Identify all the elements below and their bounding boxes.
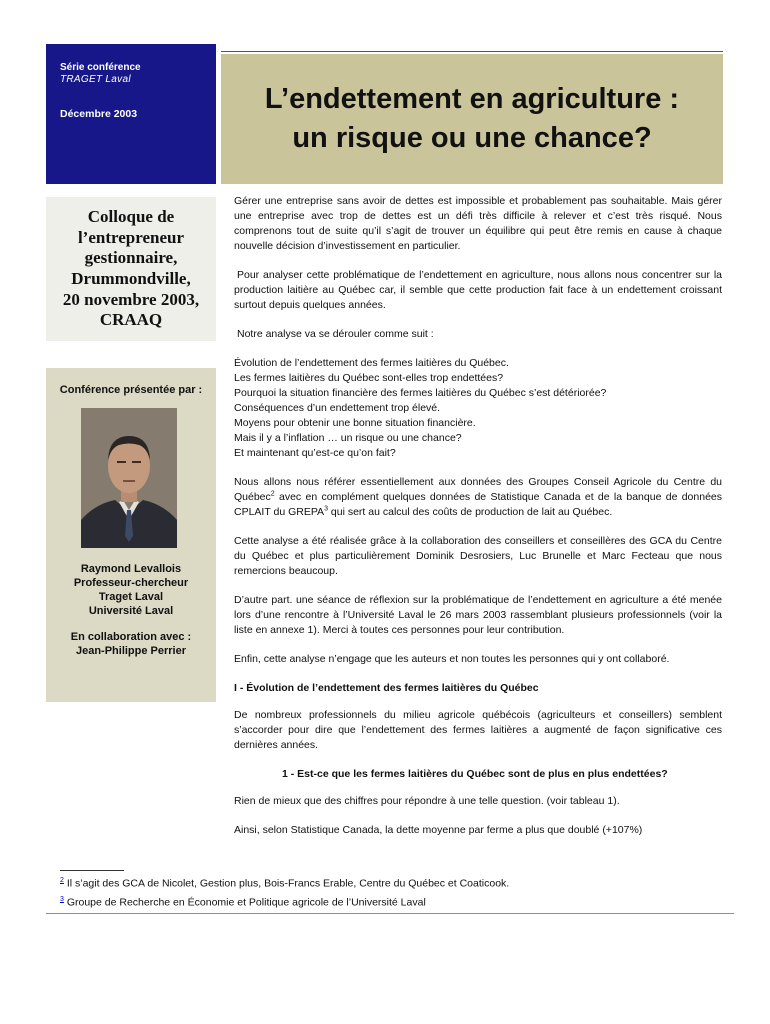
outline-item: Et maintenant qu’est-ce qu’on fait? <box>234 447 396 459</box>
portrait-image <box>81 408 177 548</box>
author-photo <box>81 408 177 548</box>
paragraph: Notre analyse va se dérouler comme suit : <box>237 328 434 340</box>
footnote-mark[interactable]: 3 <box>60 895 64 903</box>
outline-item: Conséquences d’un endettement trop élevé. <box>234 402 441 414</box>
collab-name: Jean-Philippe Perrier <box>75 645 187 658</box>
footnote-ref[interactable]: 2 <box>270 490 275 498</box>
colloque-line: CRAAQ <box>99 310 163 330</box>
header-series-box <box>46 44 216 184</box>
paragraph: D’autre part. une séance de réflexion sur la problématique de l’endettement en agriculture a été menée lors d’une rencontre à l’Université Laval le 26 mars 2003 rassemblant plusieurs professionnels (voir la liste en annexe 1). Merci à toutes ces personnes pour leur contribution. <box>234 594 722 636</box>
author-block <box>46 562 216 618</box>
footnotes <box>60 870 740 910</box>
outline-item: Pourquoi la situation financière des fermes laitières du Québec s’est détériorée? <box>234 387 607 399</box>
colloque-line: gestionnaire, <box>84 248 178 268</box>
paragraph: Ainsi, selon Statistique Canada, la dette moyenne par ferme a plus que doublé (+107%) <box>234 824 643 836</box>
title-box <box>221 54 723 184</box>
paragraph: Gérer une entreprise sans avoir de dettes est impossible et probablement pas souhaitable. Mais gérer une entreprise avec trop de dettes est un défi très difficile à relever et c’est très risqué. Nous comprenons tout de suite qu’il s’agit de trouver un équilibre qui peut être remis en cause à chaque nouvelle décision d’investissement en particulier. <box>234 195 722 252</box>
author-name: Raymond Levallois <box>80 563 182 575</box>
outline-item: Les fermes laitières du Québec sont-elles trop endettées? <box>234 372 504 384</box>
paragraph: Cette analyse a été réalisée grâce à la collaboration des conseillers et conseillères des GCA du Centre du Québec et plus particulièrement Dominik Desrosiers, Luc Brunelle et Marc Fecteau que nous remercions beaucoup. <box>234 535 722 577</box>
outline-list <box>234 356 722 461</box>
paragraph: Pour analyser cette problématique de l’endettement en agriculture, nous allons nous concentrer sur la production laitière au Québec car, il semble que cette production fait face à un endettement croissant surtout depuis quelques années. <box>234 269 722 311</box>
outline-item: Évolution de l’endettement des fermes laitières du Québec. <box>234 357 509 369</box>
date-label: Décembre 2003 <box>60 108 138 120</box>
question-heading: 1 - Est-ce que les fermes laitières du Québec sont de plus en plus endettées? <box>282 768 668 780</box>
presented-by-label: Conférence présentée par : <box>59 384 203 396</box>
colloque-line: l’entrepreneur <box>77 227 185 247</box>
paragraph: Enfin, cette analyse n’engage que les auteurs et non toutes les personnes qui y ont collaboré. <box>234 653 670 665</box>
series-label: Série conférence <box>60 62 141 73</box>
text-run: qui sert au calcul des coûts de production de lait au Québec. <box>327 506 613 518</box>
paragraph: De nombreux professionnels du milieu agricole québécois (agriculteurs et conseillers) semblent s’accorder pour dire que l’endettement des fermes laitières a augmenté de façon significative ces dernières années. <box>234 709 722 751</box>
footnote-text: Groupe de Recherche en Économie et Politique agricole de l’Université Laval <box>63 896 426 908</box>
org-label: TRAGET Laval <box>60 74 131 85</box>
footnote-rule <box>60 870 124 871</box>
paragraph <box>234 475 722 520</box>
title-line-2: un risque ou une chance? <box>292 122 652 154</box>
paragraph: Rien de mieux que des chiffres pour répondre à une telle question. (voir tableau 1). <box>234 795 620 807</box>
document-title <box>265 80 679 159</box>
colloque-line: Drummondville, <box>71 269 191 288</box>
title-rule <box>221 51 723 52</box>
colloque-line: 20 novembre 2003, <box>62 289 200 309</box>
author-unit: Traget Laval <box>98 591 164 604</box>
colloque-text <box>63 207 199 331</box>
outline-item: Mais il y a l’inflation … un risque ou une chance? <box>234 432 462 444</box>
footnote-ref[interactable]: 3 <box>324 505 328 513</box>
footnote-item <box>60 873 740 892</box>
author-university: Université Laval <box>88 605 174 618</box>
collab-label: En collaboration avec : <box>70 631 192 643</box>
footnote-text: Il s’agit des GCA de Nicolet, Gestion plus, Bois-Francs Erable, Centre du Québec et Coaticook. <box>63 877 510 890</box>
section-heading: I - Évolution de l’endettement des fermes laitières du Québec <box>234 682 539 694</box>
presenter-box <box>46 368 216 702</box>
collaboration-block <box>46 630 216 658</box>
footnote-item <box>60 892 740 911</box>
main-text <box>234 194 722 852</box>
footnote-mark[interactable]: 2 <box>60 877 64 884</box>
text-run: Nous allons nous référer essentiellement aux données des Groupes Conseil Agricole du Centre du Québec <box>234 476 722 503</box>
colloque-line: Colloque de <box>87 206 175 226</box>
colloque-box <box>46 197 216 341</box>
text-run: avec en complément quelques données de Statistique Canada et de la banque de données CPLAIT du GREPA <box>234 491 722 518</box>
outline-item: Moyens pour obtenir une bonne situation financière. <box>234 417 476 429</box>
author-title: Professeur-chercheur <box>73 577 189 590</box>
title-line-1: L’endettement en agriculture : <box>264 82 680 115</box>
page-bottom-rule <box>46 913 734 914</box>
